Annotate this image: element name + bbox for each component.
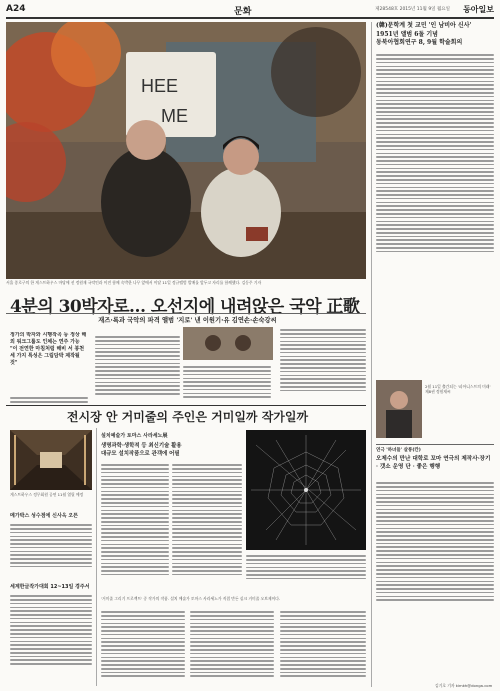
- sidebar-photo: [376, 380, 422, 438]
- body-column-3: [183, 364, 271, 406]
- column-divider: [371, 22, 372, 687]
- svg-text:ME: ME: [161, 106, 188, 126]
- album-photo: [183, 327, 273, 360]
- page-header: [6, 3, 494, 17]
- mini-article-1-title: 메가박스 성수점에 신사옥 오픈: [10, 513, 79, 519]
- lower-column-divider: [96, 428, 97, 686]
- exhibit-body-2: [172, 462, 242, 592]
- page-number: A24: [6, 4, 26, 14]
- spiderweb-photo: [246, 430, 366, 550]
- section-rule: [6, 405, 366, 406]
- divider: [6, 313, 366, 314]
- sidebar-divider: [376, 444, 494, 445]
- exhibit-body-3: [246, 553, 366, 593]
- section-title: 문화: [234, 7, 252, 17]
- body-column-1: [10, 395, 88, 405]
- sidebar-headline: (韓)문학계 첫 교민 '인 남비아 신사' 1951년 앨범 6돌 기념 동북아협회연구 8, 9월 학술회의: [376, 22, 472, 46]
- sidebar-credit: 김기호 기자 kimkh@donga.com: [435, 683, 493, 688]
- exhibit-subtitle: 생명과학·생학적 등 최신기술 활용 대규모 설치작품으로 관객에 어필: [101, 443, 182, 457]
- left-lede: 정가의 박자와 시행작곡 등 정상 해외 워크그룹도 인체는 연주 가능 "이 전연한 마침처럼 해비 서 봉천 세 가지 특성은 그림담박 제작될 것": [10, 332, 87, 366]
- mini-article-2-title: 세계한글작가대회 12~13일 경주서: [10, 584, 90, 590]
- exhibit-body-4: [101, 609, 185, 684]
- sidebar-body-2: [376, 480, 494, 680]
- sidebar-section2-sub: 오제수의 만난 대학로 꼬마 연극의 제작사·장기 · 갯소 운영 단 · 좋은 행행: [376, 456, 491, 470]
- main-photo: [6, 22, 366, 279]
- body-column-4: [280, 327, 366, 406]
- newspaper-logo: 동아일보: [463, 4, 494, 14]
- exhibit-headline: 전시장 안 거미줄의 주인은 거미일까 작가일까: [66, 410, 309, 424]
- exhibit-corridor-photo: [10, 430, 92, 490]
- mini-article-1-body: [10, 522, 92, 580]
- sidebar-section2-title: 연극 '하녀들' 살롱(칸): [376, 448, 421, 453]
- header-rule: [6, 17, 494, 19]
- sidebar-body-1: [376, 52, 494, 377]
- sidebar-photo-caption: 2월 11일 출간되는 '피아니스트의 미래' 제8권 정원재씨: [425, 384, 491, 394]
- exhibit-body-1: [101, 462, 169, 592]
- mini-article-2-body: [10, 593, 92, 683]
- photo-caption: 서울 종로구의 한 게스트하우스 마당에 선 정원재 국악인과 이전 함께 숙박한 나무 앞에서 이달 11일 정규앨범 발매를 앞두고 자리를 함께했다. 김동주 기자: [6, 280, 262, 285]
- exhibit-body-6: [280, 609, 366, 684]
- exhibit-label: 설치예술가 토마스 사라세노展: [101, 433, 168, 439]
- body-column-2: [95, 334, 180, 406]
- main-subheadline: 재즈·록과 국악의 파격 앨범 '지로' 낸 이원기·유 김연손·손숙강씨: [98, 317, 277, 324]
- spiderweb-caption: '거미줄 그리기 프로젝트' 중 작가의 작품. 설치 예술가 토마스 사라세노가 직접 만든 실크 거미줄 오브제이다.: [101, 596, 281, 601]
- main-headline: 4분의 30박자로… 오선지에 내려앉은 국악 正歌: [10, 297, 360, 317]
- issue-date: 제28548호 2015년 11월 9일 월요일: [375, 7, 450, 12]
- corridor-caption: 게스트하우스 정무회원 공연 11월 열릴 예정: [10, 492, 84, 497]
- exhibit-body-5: [190, 609, 274, 684]
- sign-text: HEE: [141, 76, 179, 96]
